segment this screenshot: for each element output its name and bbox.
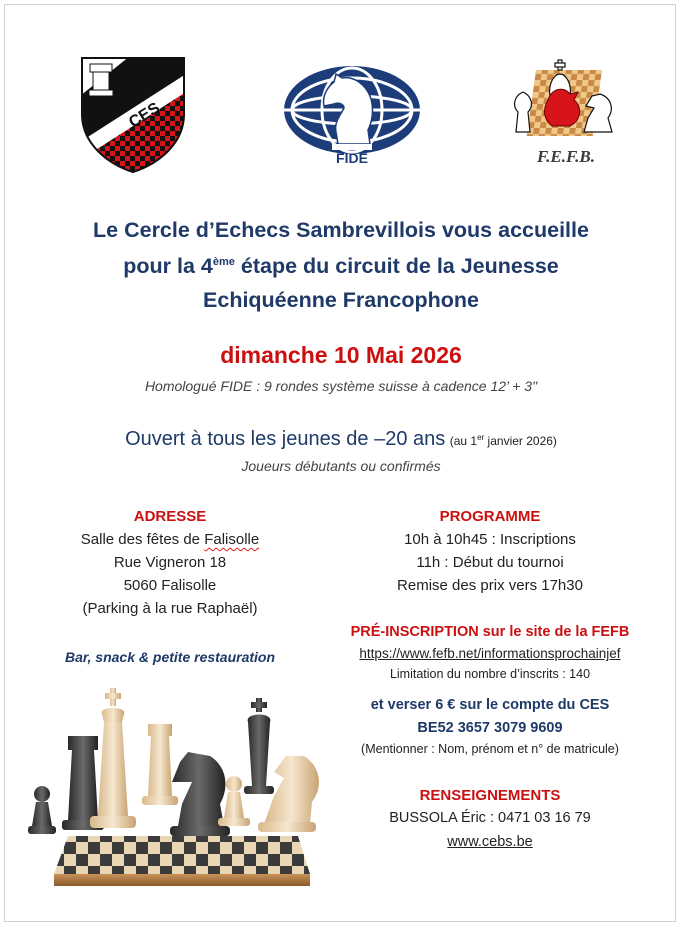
info-contact: BUSSOLA Éric : 0471 03 16 79 (389, 810, 591, 826)
fefb-logo-text: F.E.F.B. (537, 147, 595, 166)
address-town-word: Falisolle (204, 531, 260, 548)
chess-pieces-illustration (28, 686, 328, 896)
event-date: dimanche 10 Mai 2026 (220, 342, 462, 368)
payment-note: (Mentionner : Nom, prénom et n° de matricule) (361, 742, 619, 756)
info-website-link[interactable]: www.cebs.be (447, 834, 533, 850)
iban-number: BE52 3657 3079 9609 (417, 720, 563, 736)
registration-limit: Limitation du nombre d’inscrits : 140 (389, 667, 591, 681)
bar-snack-text: Bar, snack & petite restauration (64, 649, 276, 665)
address-heading: ADRESSE (133, 508, 207, 525)
headline-line-2-pre: pour la 4 (123, 254, 213, 278)
headline-line-2-post: étape du circuit de la Jeunesse (234, 254, 559, 278)
programme-heading: PROGRAMME (439, 508, 541, 525)
headline-line-3: Echiquéenne Francophone (203, 288, 479, 312)
fide-logo-text: FIDE (336, 150, 368, 166)
fide-logo (282, 60, 422, 166)
programme-line-1: 10h à 10h45 : Inscriptions (404, 531, 576, 548)
programme-line-3: Remise des prix vers 17h30 (397, 577, 583, 594)
ces-logo-text: CES (126, 99, 164, 132)
programme-line-2: 11h : Début du tournoi (416, 554, 564, 571)
homologation-text: Homologué FIDE : 9 rondes système suisse à cadence 12’ + 3" (144, 378, 538, 394)
preinscription-heading: PRÉ-INSCRIPTION sur le site de la FEFB (350, 624, 630, 640)
open-to-line (0, 428, 682, 451)
open-to-main: Ouvert à tous les jeunes de –20 ans (125, 428, 446, 450)
open-to-note: (au 1er janvier 2026) (449, 433, 557, 448)
ces-shield-logo (80, 56, 186, 174)
payment-line: et verser 6 € sur le compte du CES (370, 697, 610, 713)
headline-line-1: Le Cercle d’Echecs Sambrevillois vous accueille (93, 218, 589, 242)
preinscription-url-link[interactable]: https://www.fefb.net/informationsprochainjef (359, 646, 621, 661)
address-line-1: Salle des fêtes de Falisolle (80, 531, 260, 548)
players-level: Joueurs débutants ou confirmés (241, 458, 441, 474)
address-line-4: (Parking à la rue Raphaël) (82, 600, 258, 617)
fefb-logo (508, 56, 620, 168)
headline-line-2-sup: ème (212, 255, 235, 268)
address-line-2: Rue Vigneron 18 (113, 554, 227, 571)
headline-line-2 (0, 254, 682, 279)
address-line-3: 5060 Falisolle (123, 577, 217, 594)
info-heading: RENSEIGNEMENTS (419, 787, 561, 804)
